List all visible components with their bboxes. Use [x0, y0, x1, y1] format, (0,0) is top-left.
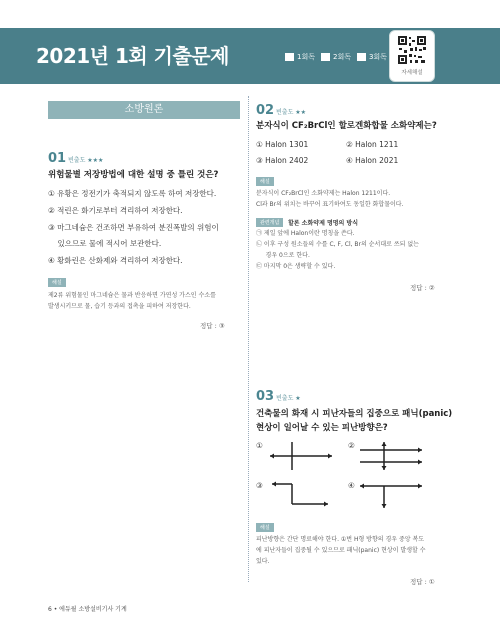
- explanation-line: Cl과 Br의 위치는 바꾸어 표기하여도 동일한 화합물이다.: [256, 201, 404, 208]
- concept-tag: 관련개념: [256, 218, 283, 227]
- frequency-label: 빈출도 ★★: [276, 109, 307, 116]
- question-text: 건축물의 화재 시 피난자들의 집중으로 패닉(panic): [256, 409, 453, 419]
- explanation-line: 분자식이 CF₂BrCl인 소화약제는 Halon 1211이다.: [256, 190, 391, 197]
- question-text: 현상이 일어날 수 있는 피난방향은?: [256, 423, 388, 433]
- option: ② Halon 1211: [346, 140, 399, 149]
- evacuation-diagram-cross: [358, 440, 424, 472]
- option: ② 적린은 화기로부터 격리하여 저장한다.: [48, 206, 183, 215]
- evacuation-diagram-plus: [358, 478, 424, 510]
- frequency-label: 빈출도 ★: [276, 395, 301, 402]
- answer: 정답 : ②: [410, 284, 435, 292]
- explanation-tag: 해설: [48, 278, 66, 287]
- question-number: 03: [256, 389, 275, 404]
- concept-line: ㉢ 마지막 0은 생략할 수 있다.: [256, 263, 336, 270]
- answer: 정답 : ①: [410, 578, 435, 586]
- option: 있으므로 물에 적시어 보관한다.: [48, 239, 162, 248]
- option: ① 유황은 정전기가 축적되지 않도록 하여 저장한다.: [48, 189, 217, 198]
- review-legend: [285, 52, 387, 62]
- question-number: 02: [256, 103, 275, 118]
- explanation-tag: 해설: [256, 523, 274, 532]
- section-title: 소방원론: [48, 101, 240, 119]
- column-divider: [248, 96, 249, 582]
- explanation-line: 에 피난자들이 집중될 수 있으므로 패닉(panic) 현상이 발생할 수: [256, 547, 426, 554]
- concept-title: 할론 소화약제 명명의 방식: [288, 220, 359, 227]
- checkbox-icon: [321, 53, 330, 61]
- qr-code-badge[interactable]: [389, 30, 435, 82]
- evacuation-diagram-h: [268, 440, 334, 472]
- page-title: 2021년 1회 기출문제: [36, 44, 229, 68]
- explanation-line: 피난방향은 간단 명료해야 한다. ①번 H형 방향의 경우 중앙 복도: [256, 536, 425, 543]
- legend-item: 2회독: [321, 52, 351, 62]
- explanation-line: 발생시키므로 물, 습기 등과의 접촉을 피하여 저장한다.: [48, 303, 191, 310]
- question-number: 01: [48, 151, 67, 166]
- concept-line: ㉡ 이후 구성 원소들의 수를 C, F, Cl, Br의 순서대로 쓰되 없는: [256, 241, 419, 248]
- question-text: 위험물별 저장방법에 대한 설명 중 틀린 것은?: [48, 170, 219, 180]
- concept-line: ㉠ 제일 앞에 Halon이란 명칭을 쓴다.: [256, 230, 355, 237]
- option: ④ 황화린은 산화제와 격리하여 저장한다.: [48, 256, 183, 265]
- option: ④ Halon 2021: [346, 156, 399, 165]
- checkbox-icon: [357, 53, 366, 61]
- qr-label: 자세해설: [401, 70, 423, 76]
- checkbox-icon: [285, 53, 294, 61]
- explanation-line: 있다.: [256, 558, 270, 565]
- question-text: 분자식이 CF₂BrCl인 할로겐화합물 소화약제는?: [256, 121, 437, 131]
- concept-line: 경우 0으로 한다.: [256, 252, 310, 259]
- explanation-line: 제2류 위험물인 마그네슘은 물과 반응하면 가연성 가스인 수소를: [48, 292, 216, 299]
- option-label: ③: [256, 481, 263, 490]
- evacuation-diagram-z: [268, 478, 334, 510]
- qr-code-icon: [397, 35, 427, 65]
- option: ③ 마그네슘은 건조하면 부유하여 분진폭발의 위험이: [48, 223, 219, 232]
- option-label: ①: [256, 441, 263, 450]
- option: ③ Halon 2402: [256, 156, 309, 165]
- explanation-tag: 해설: [256, 177, 274, 186]
- option-label: ④: [348, 481, 355, 490]
- page-footer: 6 • 에듀윌 소방설비기사 기계: [48, 606, 127, 613]
- answer: 정답 : ③: [200, 322, 225, 330]
- legend-item: 1회독: [285, 52, 315, 62]
- legend-item: 3회독: [357, 52, 387, 62]
- option: ① Halon 1301: [256, 140, 309, 149]
- option-label: ②: [348, 441, 355, 450]
- frequency-label: 빈출도 ★★★: [68, 157, 104, 164]
